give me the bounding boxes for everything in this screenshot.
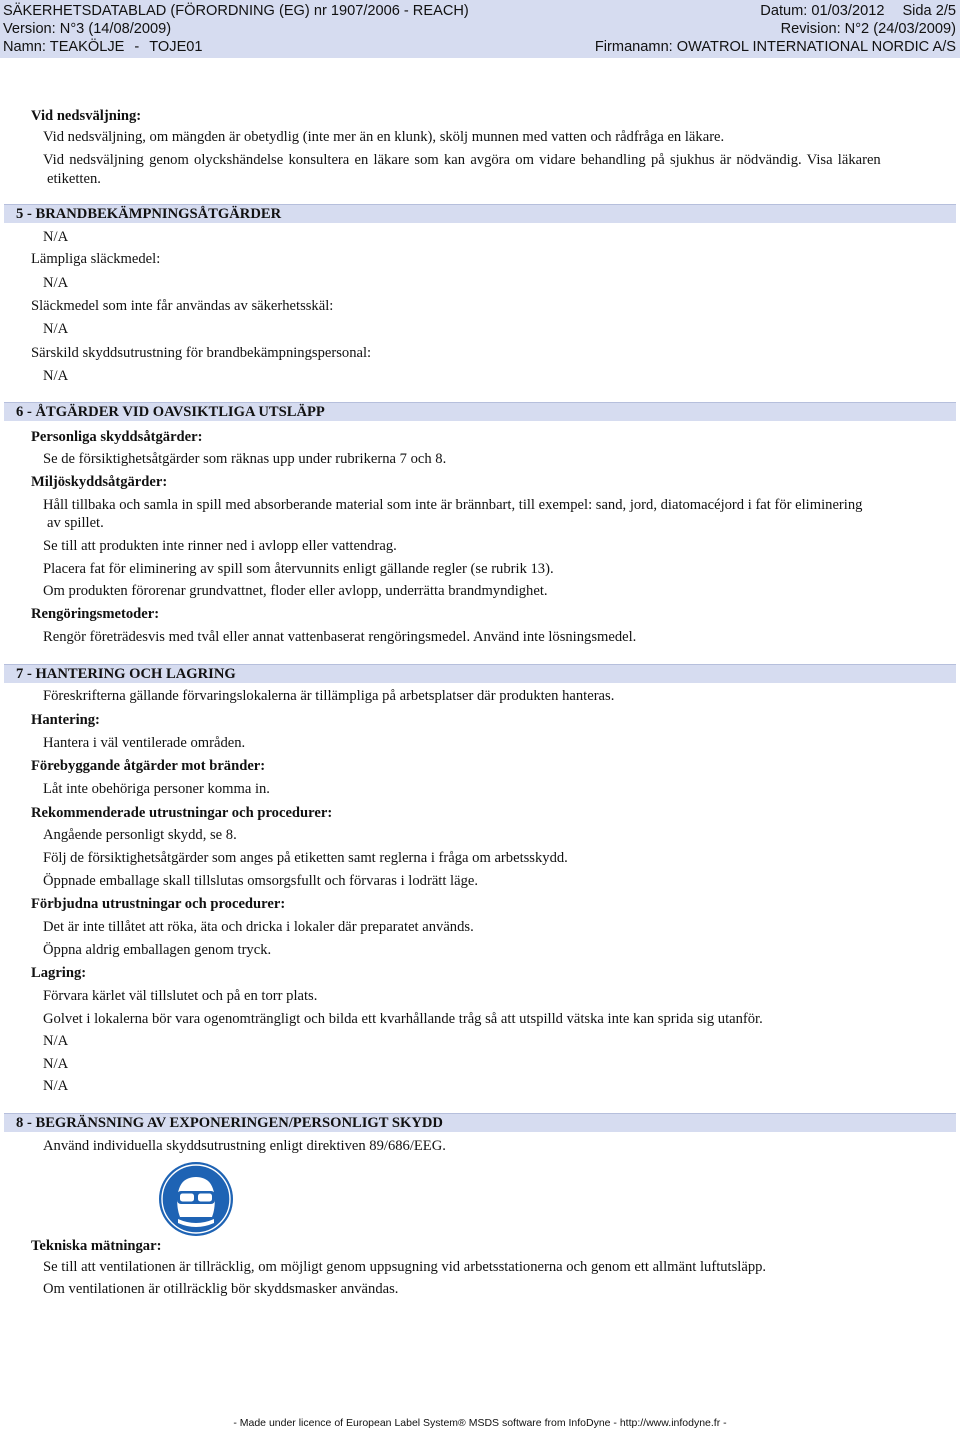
personal-precautions-text: Se de försiktighetsåtgärder som räknas upp under rubrikerna 7 och 8. (43, 451, 447, 467)
environmental-text-3: Placera fat för eliminering av spill som återvunnits enligt gällande regler (se rubrik 13). (43, 561, 554, 577)
document-title: SÄKERHETSDATABLAD (FÖRORDNING (EG) nr 1907/2006 - REACH) (3, 3, 469, 19)
ingestion-text-3: etiketten. (47, 171, 101, 187)
page-number: Sida 2/5 (902, 3, 956, 19)
firefighter-equipment-label: Särskild skyddsutrustning för brandbekämpningspersonal: (31, 345, 372, 361)
recommended-text-2: Följ de försiktighetsåtgärder som anges på etiketten samt reglerna i fråga om arbetsskydd. (43, 850, 568, 866)
recommended-text-1: Angående personligt skydd, se 8. (43, 827, 237, 843)
date-page (760, 2, 956, 21)
suitable-extinguishing-label: Lämpliga släckmedel: (31, 251, 161, 267)
personal-precautions-label: Personliga skyddsåtgärder: (31, 429, 203, 445)
section-6-title: 6 - ÅTGÄRDER VID OAVSIKTLIGA UTSLÄPP (16, 404, 325, 420)
s5-na-1: N/A (43, 229, 69, 245)
ingestion-heading: Vid nedsväljning: (31, 108, 142, 124)
header-row-1 (3, 2, 956, 21)
s5-na-2: N/A (43, 275, 69, 291)
document-date: Datum: 01/03/2012 (760, 3, 885, 19)
prohibited-text-2: Öppna aldrig emballagen genom tryck. (43, 942, 272, 958)
section-5-heading (4, 204, 956, 223)
s5-na-3: N/A (43, 321, 69, 337)
company-name: Firmanamn: OWATROL INTERNATIONAL NORDIC A/S (594, 39, 956, 55)
environmental-text-4: Om produkten förorenar grundvattnet, floder eller avlopp, underrätta brandmyndighet. (43, 583, 548, 599)
handling-label: Hantering: (31, 712, 100, 728)
ingestion-text-1: Vid nedsväljning, om mängden är obetydlig (inte mer än en klunk), skölj munnen med vatten och rådfråga en läkare. (43, 129, 725, 145)
section-6-heading (4, 402, 956, 421)
environmental-text-1: Håll tillbaka och samla in spill med absorberande material som inte är brännbart, till exempel: sand, jord, diatomacéjord i fat för eliminering (43, 497, 863, 513)
technical-measures-text-2: Om ventilationen är otillräcklig bör skyddsmasker användas. (43, 1281, 399, 1297)
product-name-label: Namn: TEAKÖLJE (3, 39, 125, 55)
document-version: Version: N°3 (14/08/2009) (3, 21, 172, 37)
environmental-text-1b: av spillet. (47, 515, 104, 531)
cleaning-methods-label: Rengöringsmetoder: (31, 606, 160, 622)
section-5-title: 5 - BRANDBEKÄMPNINGSÅTGÄRDER (16, 206, 282, 222)
s7-na-1: N/A (43, 1033, 69, 1049)
environmental-text-2: Se till att produkten inte rinner ned i avlopp eller vattendrag. (43, 538, 397, 554)
s7-na-2: N/A (43, 1056, 69, 1072)
product-name-separator: - (134, 39, 140, 55)
s7-na-3: N/A (43, 1078, 69, 1094)
section-7-title: 7 - HANTERING OCH LAGRING (16, 666, 236, 682)
recommended-equipment-label: Rekommenderade utrustningar och procedurer: (31, 805, 333, 821)
cleaning-methods-text: Rengör företrädesvis med tvål eller annat vattenbaserat rengöringsmedel. Använd inte lösningsmedel. (43, 629, 637, 645)
eye-protection-icon (158, 1161, 234, 1237)
storage-text-2: Golvet i lokalerna bör vara ogenomträngligt och bilda ett kvarhållande tråg så att utspilld vätska inte kan sprida sig utanför. (43, 1011, 763, 1027)
s5-na-4: N/A (43, 368, 69, 384)
prohibited-equipment-label: Förbjudna utrustningar och procedurer: (31, 896, 286, 912)
document-revision: Revision: N°2 (24/03/2009) (780, 21, 956, 37)
ppe-directive-text: Använd individuella skyddsutrustning enligt direktiven 89/686/EEG. (43, 1138, 446, 1154)
product-code: TOJE01 (149, 39, 203, 55)
storage-text-1: Förvara kärlet väl tillslutet och på en torr plats. (43, 988, 318, 1004)
technical-measures-text-1: Se till att ventilationen är tillräcklig, om möjligt genom uppsugning vid arbetsstationerna och genom ett allmänt luftutsläpp. (43, 1259, 767, 1275)
section-8-heading (4, 1113, 956, 1132)
page-footer: - Made under licence of European Label System® MSDS software from InfoDyne - http://www.infodyne.fr - (233, 1417, 727, 1429)
prohibited-text-1: Det är inte tillåtet att röka, äta och dricka i lokaler där preparatet används. (43, 919, 474, 935)
fire-prevention-text: Låt inte obehöriga personer komma in. (43, 781, 270, 797)
unsuitable-extinguishing-label: Släckmedel som inte får användas av säkerhetsskäl: (31, 298, 334, 314)
header-row-3 (3, 38, 956, 57)
environmental-precautions-label: Miljöskyddsåtgärder: (31, 474, 168, 490)
header-row-2 (3, 20, 956, 39)
product-name (3, 38, 203, 57)
section-8-title: 8 - BEGRÄNSNING AV EXPONERINGEN/PERSONLIGT SKYDD (16, 1115, 443, 1131)
page-header (0, 0, 960, 58)
handling-text: Hantera i väl ventilerade områden. (43, 735, 246, 751)
storage-label: Lagring: (31, 965, 87, 981)
handling-intro: Föreskrifterna gällande förvaringslokalerna är tillämpliga på arbetsplatser där produkten hanteras. (43, 688, 615, 704)
technical-measures-label: Tekniska mätningar: (31, 1238, 162, 1254)
section-7-heading (4, 664, 956, 683)
recommended-text-3: Öppnade emballage skall tillslutas omsorgsfullt och förvaras i lodrätt läge. (43, 873, 479, 889)
fire-prevention-label: Förebyggande åtgärder mot bränder: (31, 758, 266, 774)
ingestion-text-2: Vid nedsväljning genom olyckshändelse konsultera en läkare som kan avgöra om vidare behandling på sjukhus är nödvändig. Visa läkaren (43, 152, 881, 168)
